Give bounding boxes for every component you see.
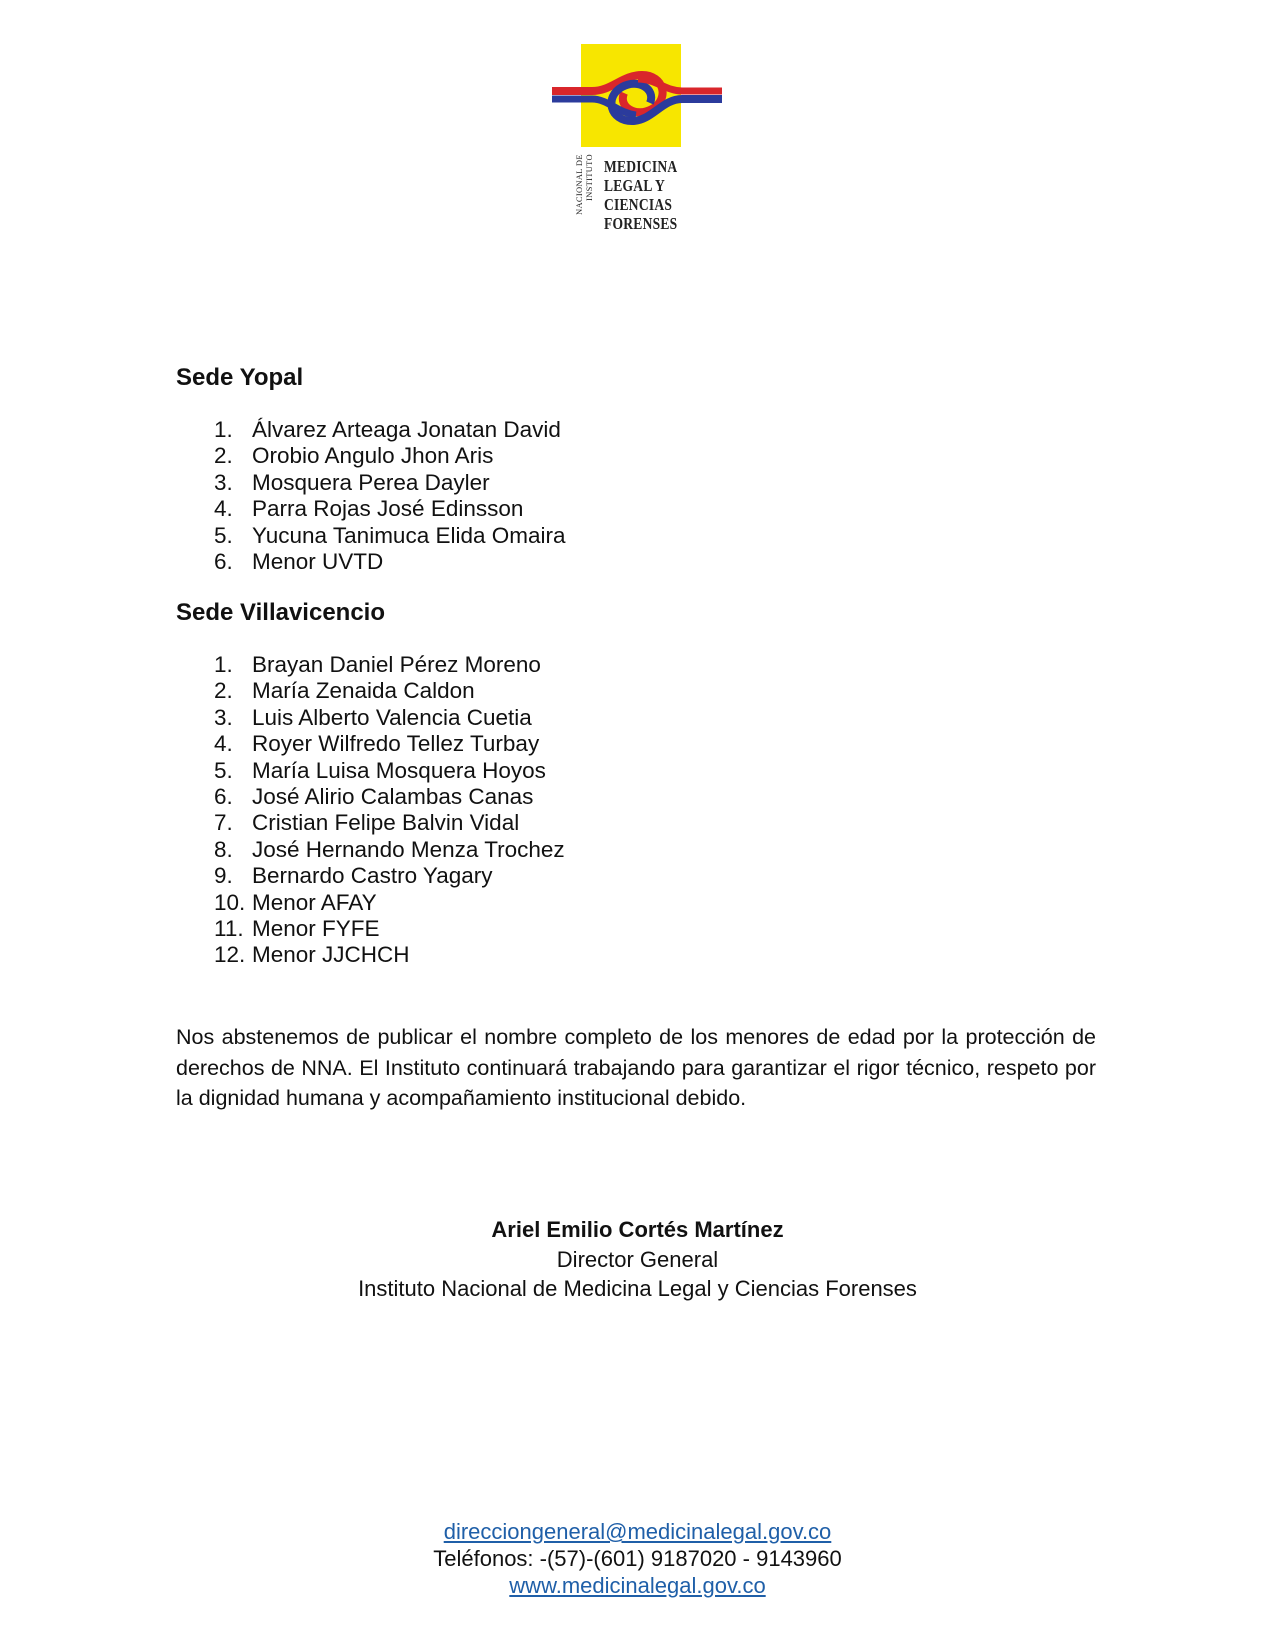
list-item-name: Menor JJCHCH: [252, 942, 410, 968]
list-item: [176, 549, 566, 575]
list-item-name: Álvarez Arteaga Jonatan David: [252, 417, 561, 442]
footer-website-link[interactable]: www.medicinalegal.gov.co: [509, 1573, 766, 1598]
list-item-name: Mosquera Perea Dayler: [252, 469, 490, 495]
logo-small-line-2: NACIONAL DE: [574, 154, 584, 215]
logo-line-2: LEGAL Y: [604, 176, 666, 195]
logo-swirl-icon: [552, 69, 722, 129]
list-item-name: Cristian Felipe Balvin Vidal: [252, 810, 520, 836]
list-item-number: 11.: [214, 915, 244, 941]
logo-small-text: [552, 154, 594, 236]
list-item: [176, 916, 565, 942]
list-item: [176, 890, 565, 916]
list-item-name: Yucuna Tanimuca Elida Omaira: [252, 522, 566, 548]
list-item-number: 1.: [214, 417, 233, 442]
signature-block: [0, 1215, 1275, 1304]
page-footer: [0, 1518, 1275, 1599]
list-item-name: María Zenaida Caldon: [252, 678, 475, 704]
list-item-name: Menor FYFE: [252, 915, 380, 941]
list-item-number: 1.: [214, 652, 233, 677]
institution-logo: [552, 44, 722, 234]
list-item-number: 4.: [214, 731, 233, 757]
list-item-number: 8.: [214, 836, 233, 862]
list-item-number: 2.: [214, 443, 233, 469]
disclaimer-paragraph: Nos abstenemos de publicar el nombre completo de los menores de edad por la protección de derechos de NNA. El Instituto continuará trabajando para garantizar el rigor técnico, respeto por la dignidad humana y acompañamiento institucional debido.: [176, 1025, 1096, 1110]
list-item-name: José Alirio Calambas Canas: [252, 783, 534, 809]
list-item-number: 4.: [214, 496, 233, 522]
list-item-number: 6.: [214, 783, 233, 809]
signatory-institution: Instituto Nacional de Medicina Legal y Ciencias Forenses: [358, 1276, 917, 1301]
list-item-name: Parra Rojas José Edinsson: [252, 496, 524, 522]
list-item-number: 6.: [214, 548, 233, 574]
list-item: [176, 470, 566, 496]
list-item-number: 3.: [214, 469, 233, 495]
section-title-villavicencio: Sede Villavicencio: [176, 599, 386, 626]
list-item: [176, 417, 566, 443]
list-item-name: Royer Wilfredo Tellez Turbay: [252, 731, 540, 757]
list-item-name: Orobio Angulo Jhon Aris: [252, 443, 494, 469]
footer-phones: Teléfonos: -(57)-(601) 9187020 - 9143960: [433, 1546, 842, 1571]
list-item-name: José Hernando Menza Trochez: [252, 836, 565, 862]
list-item: [176, 705, 565, 731]
list-item-name: Luis Alberto Valencia Cuetia: [252, 704, 532, 730]
logo-line-4: FORENSES: [604, 214, 678, 233]
logo-small-line-1: INSTITUTO: [584, 154, 594, 201]
list-item-number: 9.: [214, 863, 233, 889]
footer-email-link[interactable]: direcciongeneral@medicinalegal.gov.co: [443, 1519, 832, 1544]
list-item-number: 10.: [214, 889, 246, 915]
list-item: [176, 443, 566, 469]
list-item: [176, 523, 566, 549]
list-item: [176, 758, 565, 784]
logo-line-3: CIENCIAS: [604, 195, 673, 214]
list-item: [176, 837, 565, 863]
list-item-name: María Luisa Mosquera Hoyos: [252, 757, 546, 783]
list-item: [176, 678, 565, 704]
list-item-number: 2.: [214, 678, 233, 704]
list-item-name: Menor AFAY: [252, 889, 377, 915]
name-list-villavicencio: [176, 652, 565, 969]
list-item: [176, 652, 565, 678]
list-item-number: 5.: [214, 522, 233, 548]
list-item-number: 5.: [214, 757, 233, 783]
list-item: [176, 784, 565, 810]
list-item: [176, 496, 566, 522]
list-item-name: Menor UVTD: [252, 548, 384, 574]
list-item: [176, 942, 565, 968]
logo-line-1: MEDICINA: [604, 157, 678, 176]
list-item-name: Brayan Daniel Pérez Moreno: [252, 652, 541, 677]
signatory-role: Director General: [556, 1246, 719, 1272]
list-item: [176, 810, 565, 836]
logo-wordmark: [604, 157, 677, 233]
section-title-yopal: Sede Yopal: [176, 364, 304, 391]
signatory-name: Ariel Emilio Cortés Martínez: [491, 1217, 784, 1242]
list-item-number: 7.: [214, 810, 233, 836]
list-item-name: Bernardo Castro Yagary: [252, 863, 493, 889]
list-item: [176, 863, 565, 889]
name-list-yopal: [176, 417, 566, 575]
list-item-number: 12.: [214, 942, 246, 968]
list-item: [176, 731, 565, 757]
list-item-number: 3.: [214, 704, 233, 730]
